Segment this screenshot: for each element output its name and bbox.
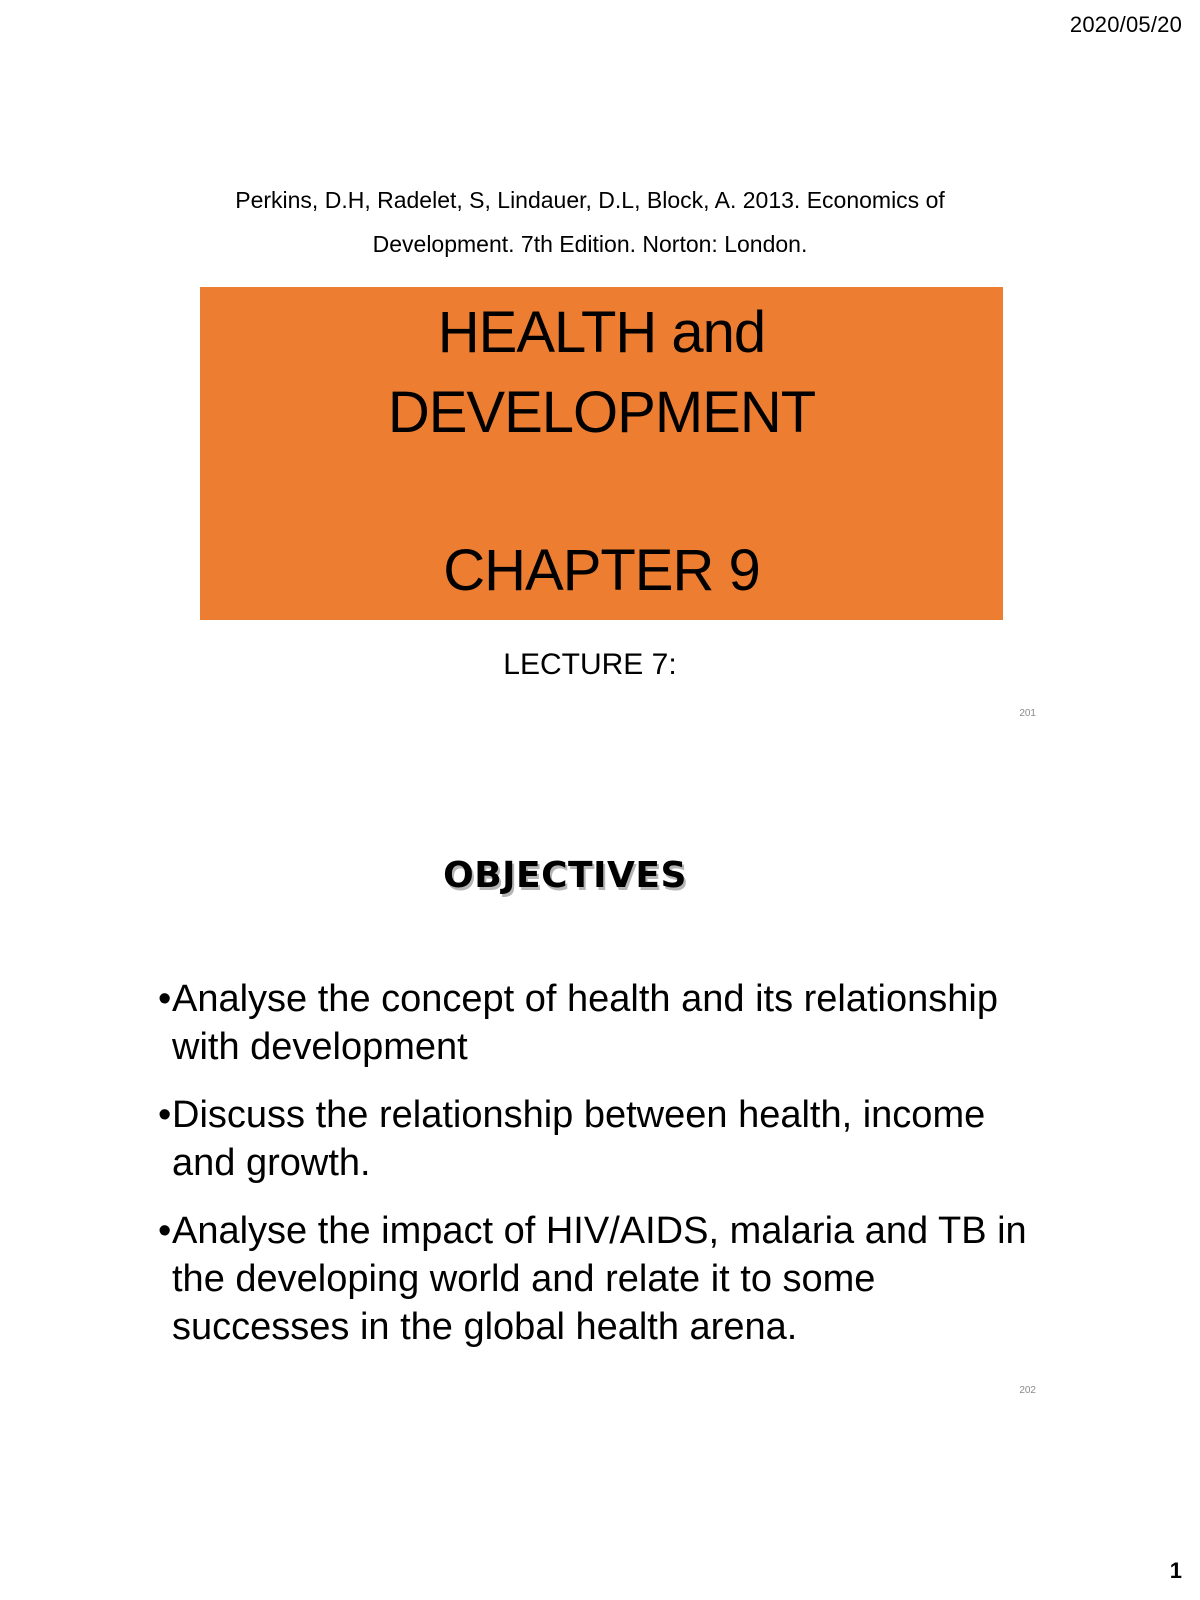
objective-item — [160, 975, 1040, 1071]
page-date: 2020/05/20 — [1069, 12, 1182, 37]
objective-text: Analyse the concept of health and its relationship with development — [172, 978, 998, 1068]
slide-number: 202 — [1019, 1385, 1036, 1396]
bullet-icon: • — [158, 1094, 172, 1136]
bullet-icon: • — [158, 1210, 172, 1252]
slide-202 — [160, 855, 1040, 1425]
title-box — [200, 287, 1003, 620]
objectives-heading: OBJECTIVES — [443, 855, 687, 896]
objective-item — [160, 1207, 1040, 1351]
citation — [160, 178, 1020, 266]
slide-201 — [160, 170, 1040, 740]
lecture-label: LECTURE 7: — [503, 648, 677, 681]
chapter-label: CHAPTER 9 — [443, 538, 760, 603]
objective-text: Discuss the relationship between health, income and growth. — [172, 1094, 986, 1184]
objectives-list — [160, 975, 1040, 1371]
page-number: 1 — [1169, 1558, 1182, 1583]
objective-item — [160, 1091, 1040, 1187]
citation-line-1: Perkins, D.H, Radelet, S, Lindauer, D.L, Block, A. 2013. Economics of — [235, 187, 945, 213]
bullet-icon: • — [158, 978, 172, 1020]
title-line-2: DEVELOPMENT — [387, 380, 816, 445]
title-line-1: HEALTH and — [437, 300, 766, 365]
citation-line-2: Development. 7th Edition. Norton: London. — [372, 231, 808, 257]
slide-number: 201 — [1019, 708, 1036, 719]
objective-text: Analyse the impact of HIV/AIDS, malaria and TB in the developing world and relate it to some successes in the global health arena. — [172, 1210, 1027, 1348]
